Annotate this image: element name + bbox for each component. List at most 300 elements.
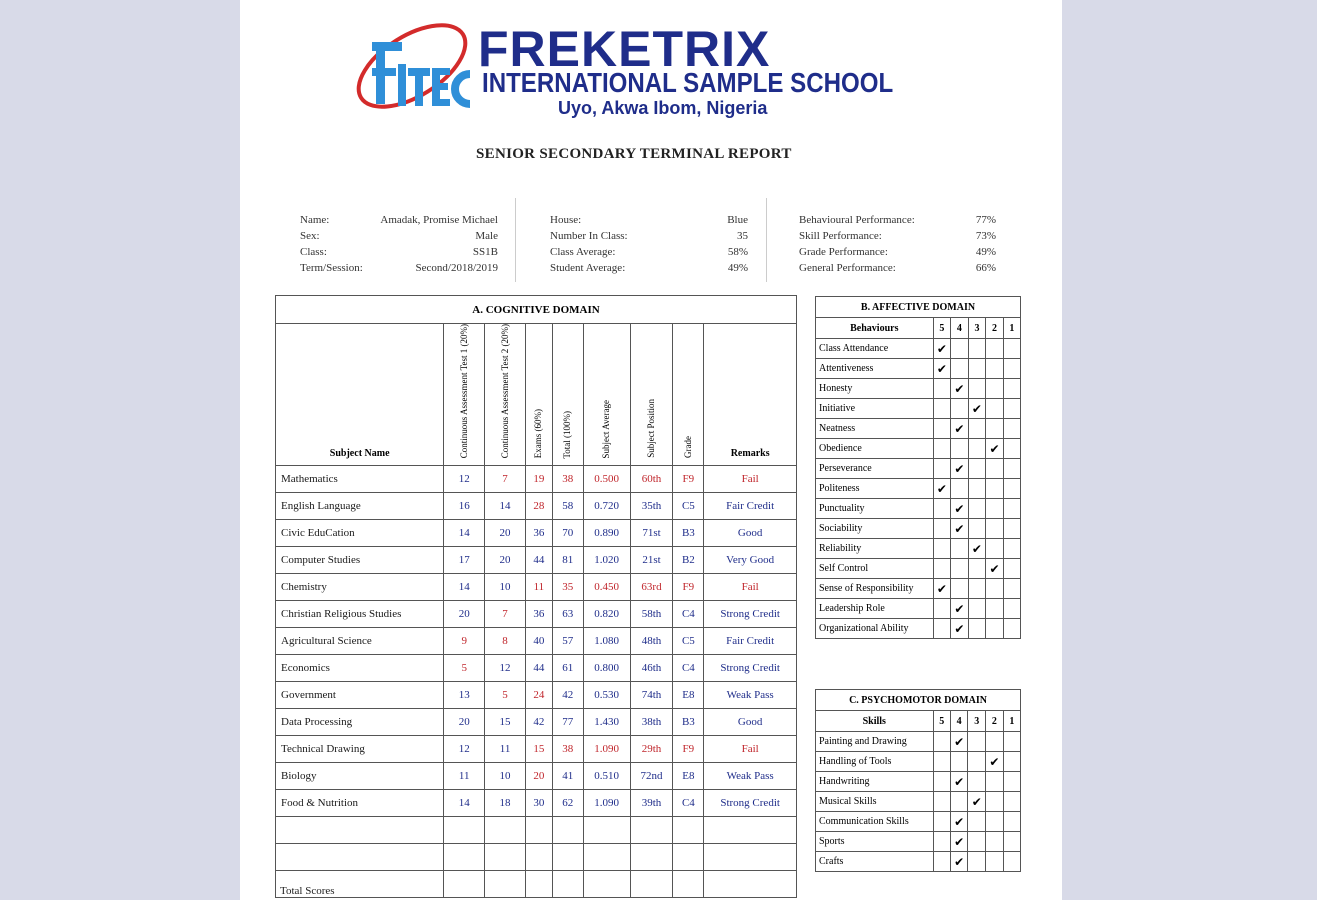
rating-cell [933,439,951,459]
rating-cell [933,732,950,752]
info-value: Male [475,230,498,242]
school-name: FREKETRIX [478,21,771,77]
check-icon: ✔ [971,401,982,416]
check-icon: ✔ [936,481,947,496]
score-total: 77 [552,709,583,736]
rating-cell [968,539,986,559]
rating-cell [951,579,969,599]
rating-cell [950,772,968,792]
rating-row [816,559,1021,579]
rating-row [816,772,1021,792]
rating-cell [950,852,968,872]
info-label: Behavioural Performance: [799,214,915,226]
score-avg: 0.510 [583,763,630,790]
column-header-label: Exams (60%) [533,408,544,459]
empty-cell [552,871,583,898]
rating-cell [933,499,951,519]
info-row [300,260,498,276]
rating-row [816,379,1021,399]
score-total: 38 [552,736,583,763]
rating-row [816,479,1021,499]
rating-cell [986,579,1004,599]
domain-title-row [816,297,1021,318]
score-pos: 46th [630,655,673,682]
column-header [673,324,704,466]
subject-name: Mathematics [276,466,444,493]
info-value: 66% [975,262,996,274]
subject-row [276,466,797,493]
score-remark: Strong Credit [704,601,797,628]
score-ca1: 9 [444,628,485,655]
score-grade: B2 [673,547,704,574]
rating-cell [986,852,1004,872]
rating-cell [986,419,1004,439]
score-ca2: 5 [485,682,526,709]
check-icon: ✔ [954,521,965,536]
rating-label: Organizational Ability [816,619,934,639]
score-grade: C5 [673,628,704,655]
affective-domain-table [815,296,1021,639]
rating-cell [968,459,986,479]
rating-cell [968,579,986,599]
empty-cell [673,844,704,871]
info-value: Second/2018/2019 [415,262,498,274]
rating-cell [951,519,969,539]
column-header: Subject Name [276,324,444,466]
score-pos: 48th [630,628,673,655]
rating-cell [951,359,969,379]
score-ca2: 8 [485,628,526,655]
scale-header-row [816,318,1021,339]
rating-cell [968,752,986,772]
score-exam: 44 [525,655,552,682]
column-header-label: Grade [682,436,693,459]
column-header [485,324,526,466]
subject-row [276,493,797,520]
check-icon: ✔ [954,834,965,849]
empty-cell [444,844,485,871]
check-icon: ✔ [954,814,965,829]
rating-cell [968,852,986,872]
rating-cell [968,439,986,459]
check-icon: ✔ [936,341,947,356]
info-value: 49% [727,262,748,274]
score-grade: B3 [673,520,704,547]
rating-cell [968,599,986,619]
score-grade: E8 [673,682,704,709]
rating-cell [933,792,950,812]
rating-cell [968,479,986,499]
rating-row [816,339,1021,359]
rating-label: Initiative [816,399,934,419]
score-avg: 1.430 [583,709,630,736]
rating-cell [968,559,986,579]
school-subtitle: INTERNATIONAL SAMPLE SCHOOL [482,67,894,98]
subject-name: Civic EduCation [276,520,444,547]
rating-cell [1003,399,1020,419]
info-row [300,244,498,260]
rating-label: Honesty [816,379,934,399]
score-total: 41 [552,763,583,790]
subject-name: Christian Religious Studies [276,601,444,628]
rating-row [816,832,1021,852]
rating-cell [1003,852,1020,872]
rating-column-label: Skills [816,711,934,732]
empty-cell [630,817,673,844]
score-exam: 19 [525,466,552,493]
score-pos: 29th [630,736,673,763]
score-exam: 40 [525,628,552,655]
rating-cell [986,399,1004,419]
rating-cell [951,459,969,479]
rating-label: Crafts [816,852,934,872]
rating-cell [968,519,986,539]
score-grade: C4 [673,790,704,817]
rating-label: Attentiveness [816,359,934,379]
subject-name: Computer Studies [276,547,444,574]
rating-cell [951,419,969,439]
subject-row [276,682,797,709]
score-remark: Good [704,709,797,736]
score-total: 81 [552,547,583,574]
subject-row [276,628,797,655]
rating-label: Neatness [816,419,934,439]
score-ca2: 7 [485,601,526,628]
empty-cell [552,844,583,871]
rating-cell [986,792,1004,812]
score-total: 58 [552,493,583,520]
rating-row [816,599,1021,619]
info-label: Class Average: [550,246,616,258]
score-pos: 38th [630,709,673,736]
rating-cell [1003,519,1020,539]
rating-label: Reliability [816,539,934,559]
rating-cell [951,619,969,639]
scale-header-row [816,711,1021,732]
column-header-label: Subject Average [601,399,612,459]
empty-cell [276,817,444,844]
rating-cell [933,479,951,499]
info-label: House: [550,214,582,226]
subject-name: Economics [276,655,444,682]
rating-cell [1003,419,1020,439]
score-avg: 1.090 [583,790,630,817]
rating-cell [968,419,986,439]
column-header-label: Subject Position [645,399,656,459]
score-total: 42 [552,682,583,709]
info-label: General Performance: [799,262,896,274]
rating-cell [968,399,986,419]
performance-info [799,212,996,276]
rating-cell [968,732,986,752]
score-pos: 71st [630,520,673,547]
score-exam: 11 [525,574,552,601]
score-pos: 63rd [630,574,673,601]
rating-cell [968,379,986,399]
subject-name: Government [276,682,444,709]
score-ca2: 20 [485,547,526,574]
rating-cell [933,559,951,579]
rating-label: Sociability [816,519,934,539]
score-ca2: 15 [485,709,526,736]
column-header [583,324,630,466]
rating-cell [986,339,1004,359]
check-icon: ✔ [989,441,1000,456]
rating-cell [968,812,986,832]
rating-label: Sports [816,832,934,852]
info-label: Skill Performance: [799,230,882,242]
score-avg: 0.500 [583,466,630,493]
report-sheet [240,0,1062,900]
rating-cell [1003,772,1020,792]
score-remark: Fair Credit [704,628,797,655]
score-total: 63 [552,601,583,628]
rating-label: Communication Skills [816,812,934,832]
score-ca1: 12 [444,466,485,493]
score-total: 70 [552,520,583,547]
score-ca2: 10 [485,763,526,790]
rating-cell [968,359,986,379]
column-header-label: Continuous Assessment Test 2 (20%) [499,324,510,459]
empty-cell [444,817,485,844]
score-ca1: 20 [444,601,485,628]
rating-cell [951,339,969,359]
rating-cell [933,399,951,419]
rating-label: Punctuality [816,499,934,519]
empty-cell [444,871,485,898]
rating-cell [1003,559,1020,579]
check-icon: ✔ [989,754,1000,769]
check-icon: ✔ [971,541,982,556]
subject-name: Food & Nutrition [276,790,444,817]
rating-row [816,619,1021,639]
rating-cell [1003,499,1020,519]
score-avg: 0.450 [583,574,630,601]
rating-cell [933,832,950,852]
rating-cell [951,379,969,399]
info-value: SS1B [472,246,498,258]
empty-row [276,871,797,898]
rating-cell [1003,619,1020,639]
empty-cell [583,871,630,898]
info-row [300,228,498,244]
info-row [799,212,996,228]
rating-cell [950,832,968,852]
column-header-label: Total (100%) [562,410,573,459]
rating-label: Sense of Responsibility [816,579,934,599]
rating-cell [968,619,986,639]
score-grade: E8 [673,763,704,790]
check-icon: ✔ [936,581,947,596]
empty-cell [552,817,583,844]
score-ca2: 18 [485,790,526,817]
info-row [300,212,498,228]
score-avg: 1.080 [583,628,630,655]
rating-cell [950,792,968,812]
rating-cell [933,379,951,399]
score-exam: 36 [525,520,552,547]
check-icon: ✔ [954,734,965,749]
rating-row [816,792,1021,812]
score-grade: F9 [673,466,704,493]
divider [766,198,767,282]
info-value: 49% [975,246,996,258]
info-label: Sex: [300,230,320,242]
score-exam: 20 [525,763,552,790]
info-row [550,260,748,276]
column-header [525,324,552,466]
score-remark: Good [704,520,797,547]
score-pos: 39th [630,790,673,817]
rating-cell [986,772,1004,792]
score-ca2: 12 [485,655,526,682]
score-avg: 0.720 [583,493,630,520]
score-remark: Fail [704,736,797,763]
rating-cell [933,519,951,539]
score-remark: Weak Pass [704,763,797,790]
rating-cell [986,479,1004,499]
info-value: 35 [737,230,748,242]
scale-value: 5 [933,711,950,732]
rating-label: Handling of Tools [816,752,934,772]
check-icon: ✔ [954,854,965,869]
empty-row [276,817,797,844]
rating-cell [933,419,951,439]
total-scores-label: Total Scores [280,885,335,897]
subject-row [276,709,797,736]
score-pos: 35th [630,493,673,520]
score-ca2: 20 [485,520,526,547]
rating-row [816,459,1021,479]
rating-cell [1003,459,1020,479]
info-row [550,244,748,260]
score-ca1: 13 [444,682,485,709]
rating-row [816,399,1021,419]
rating-label: Class Attendance [816,339,934,359]
rating-cell [1003,339,1020,359]
info-label: Class: [300,246,327,258]
scale-value: 2 [986,711,1004,732]
info-label: Number In Class: [550,230,628,242]
empty-cell [525,817,552,844]
check-icon: ✔ [954,601,965,616]
empty-row [276,844,797,871]
score-remark: Strong Credit [704,790,797,817]
rating-cell [986,359,1004,379]
score-ca1: 14 [444,790,485,817]
rating-cell [1003,539,1020,559]
scale-value: 1 [1003,711,1020,732]
rating-cell [1003,752,1020,772]
score-grade: B3 [673,709,704,736]
score-total: 62 [552,790,583,817]
rating-label: Handwriting [816,772,934,792]
score-grade: F9 [673,736,704,763]
score-ca2: 7 [485,466,526,493]
rating-cell [1003,359,1020,379]
info-value: Blue [727,214,748,226]
score-remark: Fail [704,466,797,493]
rating-cell [986,599,1004,619]
subject-name: English Language [276,493,444,520]
score-remark: Weak Pass [704,682,797,709]
info-label: Name: [300,214,330,226]
cognitive-title: A. COGNITIVE DOMAIN [276,296,797,324]
school-logo-icon [350,16,475,116]
scale-value: 1 [1003,318,1020,339]
school-location: Uyo, Akwa Ibom, Nigeria [558,98,768,118]
check-icon: ✔ [971,794,982,809]
score-ca2: 14 [485,493,526,520]
rating-row [816,812,1021,832]
empty-cell [630,844,673,871]
rating-cell [1003,479,1020,499]
score-exam: 15 [525,736,552,763]
score-total: 61 [552,655,583,682]
score-remark: Fair Credit [704,493,797,520]
rating-cell [933,619,951,639]
subject-name: Chemistry [276,574,444,601]
rating-row [816,732,1021,752]
score-ca1: 17 [444,547,485,574]
rating-cell [986,812,1004,832]
column-header: Remarks [704,324,797,466]
score-pos: 72nd [630,763,673,790]
rating-cell [968,499,986,519]
score-total: 38 [552,466,583,493]
rating-label: Politeness [816,479,934,499]
score-ca1: 12 [444,736,485,763]
rating-row [816,419,1021,439]
score-pos: 74th [630,682,673,709]
subject-name: Technical Drawing [276,736,444,763]
score-pos: 58th [630,601,673,628]
score-exam: 36 [525,601,552,628]
rating-cell [933,339,951,359]
rating-cell [1003,579,1020,599]
scale-value: 3 [968,318,986,339]
score-total: 57 [552,628,583,655]
rating-cell [951,539,969,559]
rating-label: Leadership Role [816,599,934,619]
rating-cell [951,479,969,499]
rating-cell [968,832,986,852]
subject-row [276,601,797,628]
rating-cell [951,439,969,459]
check-icon: ✔ [954,621,965,636]
info-label: Student Average: [550,262,626,274]
empty-cell [704,844,797,871]
rating-cell [968,772,986,792]
info-row [550,212,748,228]
rating-row [816,439,1021,459]
info-value: 77% [975,214,996,226]
rating-label: Painting and Drawing [816,732,934,752]
empty-cell [673,817,704,844]
rating-cell [933,539,951,559]
rating-cell [951,499,969,519]
empty-cell [630,871,673,898]
rating-cell [968,792,986,812]
empty-cell [583,844,630,871]
column-header [444,324,485,466]
rating-cell [986,619,1004,639]
rating-cell [933,812,950,832]
score-pos: 21st [630,547,673,574]
empty-cell [583,817,630,844]
score-avg: 0.890 [583,520,630,547]
rating-cell [1003,832,1020,852]
